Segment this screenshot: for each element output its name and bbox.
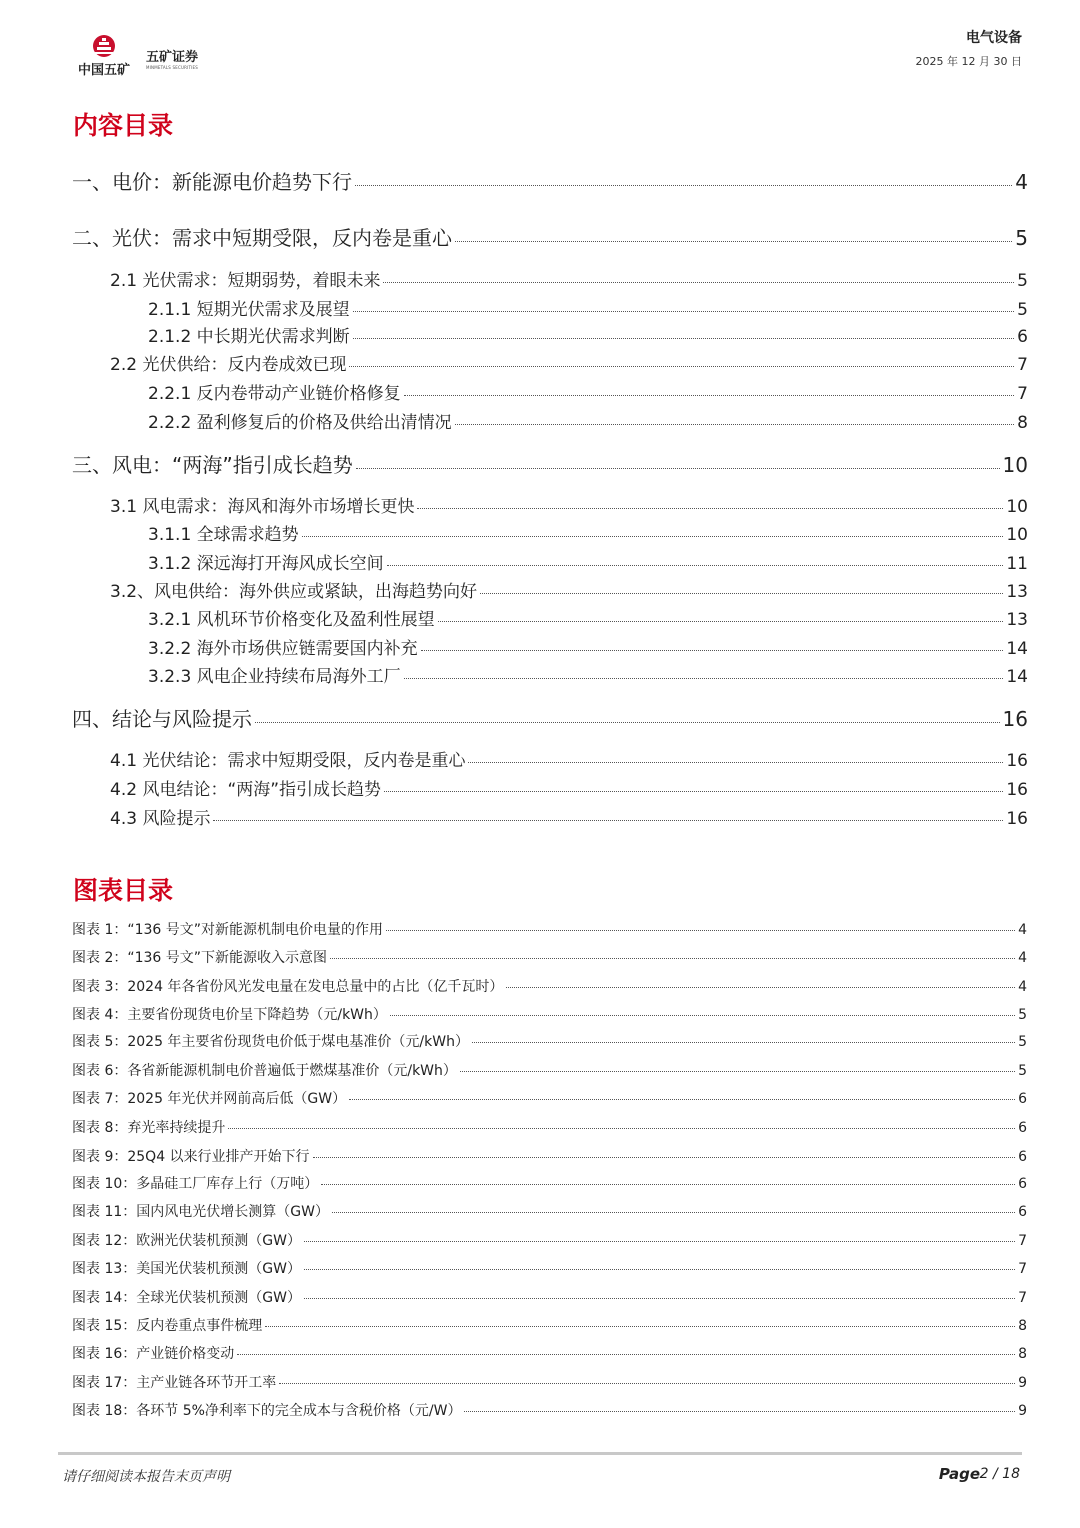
toc-leader-dots [468, 762, 1003, 763]
figure-entry-label: 图表 14：全球光伏装机预测（GW） [72, 1290, 301, 1306]
toc-entry-page: 16 [1006, 780, 1028, 800]
toc-entry[interactable] [110, 577, 1028, 602]
figure-entry-page: 9 [1018, 1403, 1027, 1419]
figure-entry-page: 4 [1018, 922, 1027, 938]
figure-entry[interactable] [72, 1088, 1027, 1108]
figure-entry-label: 图表 1：“136 号文”对新能源机制电价电量的作用 [72, 922, 384, 938]
toc-entry-page: 7 [1017, 384, 1028, 404]
figure-entry[interactable] [72, 1287, 1027, 1307]
toc-leader-dots [384, 791, 1003, 792]
toc-leader-dots [255, 722, 1000, 723]
toc-entry-page: 10 [1006, 525, 1028, 545]
footer-page-number: 2 / 18 [979, 1466, 1020, 1482]
toc-leader-dots [404, 678, 1004, 679]
toc-leader-dots [356, 468, 1000, 469]
toc-entry-label: 2.1.2 中长期光伏需求判断 [148, 327, 350, 347]
toc-entry[interactable] [72, 222, 1028, 251]
figure-entry-label: 图表 9：25Q4 以来行业排产开始下行 [72, 1149, 310, 1165]
figure-entry-label: 图表 15：反内卷重点事件梳理 [72, 1318, 263, 1334]
figure-entry[interactable] [72, 1372, 1027, 1392]
figure-entry-label: 图表 11：国内风电光伏增长测算（GW） [72, 1204, 329, 1220]
toc-leader-dots [417, 508, 1003, 509]
figure-entry[interactable] [72, 919, 1027, 939]
figure-entry-label: 图表 4：主要省份现货电价呈下降趋势（元/kWh） [72, 1007, 387, 1023]
toc-entry-label: 2.2 光伏供给：反内卷成效已现 [110, 355, 347, 375]
figure-leader-dots [304, 1269, 1015, 1270]
toc-entry-label: 3.2.3 风电企业持续布局海外工厂 [148, 667, 401, 687]
figure-leader-dots [237, 1354, 1015, 1355]
toc-entry[interactable] [148, 634, 1028, 659]
footer-page-label: Page [938, 1465, 980, 1483]
toc-entry-page: 10 [1002, 453, 1028, 477]
figure-entry-page: 7 [1018, 1261, 1027, 1277]
toc-entry-label: 三、风电：“两海”指引成长趋势 [72, 453, 353, 477]
toc-entry[interactable] [148, 605, 1028, 630]
toc-entry-label: 3.2.2 海外市场供应链需要国内补充 [148, 639, 418, 659]
figure-entry-label: 图表 17：主产业链各环节开工率 [72, 1375, 277, 1391]
figure-entry-page: 5 [1018, 1007, 1027, 1023]
figure-entry-page: 5 [1018, 1063, 1027, 1079]
toc-leader-dots [355, 185, 1012, 186]
figure-entry-label: 图表 3：2024 年各省份风光发电量在发电总量中的占比（亿千瓦时） [72, 979, 504, 995]
figure-entry-page: 6 [1018, 1176, 1027, 1192]
toc-entry-page: 10 [1006, 497, 1028, 517]
report-date: 2025 年 12 月 30 日 [915, 55, 1022, 68]
page-header [0, 0, 1080, 90]
toc-leader-dots [383, 282, 1014, 283]
toc-entry-page: 7 [1017, 355, 1028, 375]
figure-entry[interactable] [72, 1117, 1027, 1137]
figure-entry-page: 6 [1018, 1149, 1027, 1165]
toc-entry-label: 4.3 风险提示 [110, 809, 211, 829]
figure-entry-label: 图表 8：弃光率持续提升 [72, 1120, 226, 1136]
figure-leader-dots [349, 1099, 1015, 1100]
figure-leader-dots [279, 1383, 1015, 1384]
toc-entry-page: 5 [1017, 271, 1028, 291]
toc-entry[interactable] [110, 350, 1028, 375]
toc-entry-label: 4.1 光伏结论：需求中短期受限，反内卷是重心 [110, 751, 466, 771]
toc-entry-label: 2.1 光伏需求：短期弱势，着眼未来 [110, 271, 381, 291]
contents-title: 内容目录 [73, 111, 174, 140]
figure-leader-dots [304, 1241, 1015, 1242]
toc-entry-label: 3.2.1 风机环节价格变化及盈利性展望 [148, 610, 435, 630]
toc-entry[interactable] [110, 746, 1028, 771]
figure-entry-page: 8 [1018, 1318, 1027, 1334]
figure-leader-dots [228, 1128, 1015, 1129]
figure-entry[interactable] [72, 1315, 1027, 1335]
toc-leader-dots [353, 311, 1015, 312]
figure-entry[interactable] [72, 947, 1027, 967]
figure-entry[interactable] [72, 1173, 1027, 1193]
figure-entry-page: 6 [1018, 1091, 1027, 1107]
figure-entry[interactable] [72, 1400, 1027, 1420]
figure-entry-label: 图表 10：多晶硅工厂库存上行（万吨） [72, 1176, 319, 1192]
figure-entry-label: 图表 18：各环节 5%净利率下的完全成本与含税价格（元/W） [72, 1403, 462, 1419]
figure-leader-dots [460, 1071, 1015, 1072]
toc-leader-dots [387, 565, 1004, 566]
figure-entry-label: 图表 12：欧洲光伏装机预测（GW） [72, 1233, 301, 1249]
figure-entry[interactable] [72, 976, 1027, 996]
china-minmetals-logo [68, 34, 140, 84]
figure-entry[interactable] [72, 1060, 1027, 1080]
minmetals-emblem-icon [89, 34, 119, 58]
toc-entry-page: 8 [1017, 413, 1028, 433]
toc-entry[interactable] [148, 662, 1028, 687]
toc-entry-page: 16 [1006, 751, 1028, 771]
toc-entry-page: 13 [1006, 610, 1028, 630]
toc-entry-label: 2.2.1 反内卷带动产业链价格修复 [148, 384, 401, 404]
figure-leader-dots [304, 1298, 1015, 1299]
toc-entry-page: 5 [1015, 226, 1028, 250]
toc-leader-dots [455, 424, 1015, 425]
toc-leader-dots [353, 338, 1015, 339]
toc-leader-dots [349, 366, 1014, 367]
toc-leader-dots [455, 241, 1012, 242]
toc-leader-dots [404, 395, 1015, 396]
figure-entry-page: 6 [1018, 1120, 1027, 1136]
toc-entry-label: 2.1.1 短期光伏需求及展望 [148, 300, 350, 320]
toc-entry-label: 2.2.2 盈利修复后的价格及供给出清情况 [148, 413, 452, 433]
figure-leader-dots [464, 1411, 1015, 1412]
logo-right-cn: 五矿证券 [146, 50, 199, 65]
industry-label: 电气设备 [966, 30, 1022, 46]
toc-entry[interactable] [148, 549, 1028, 574]
toc-leader-dots [213, 820, 1003, 821]
figure-leader-dots [506, 987, 1015, 988]
toc-entry-page: 4 [1015, 170, 1028, 194]
figures-title: 图表目录 [73, 876, 174, 905]
figure-entry[interactable] [72, 1031, 1027, 1051]
toc-leader-dots [302, 536, 1004, 537]
toc-entry[interactable] [72, 449, 1028, 478]
footer-divider [58, 1452, 1022, 1455]
toc-entry-page: 16 [1002, 707, 1028, 731]
logo-right-en: MINMETALS SECURITIES [146, 65, 198, 70]
toc-entry-label: 3.1.2 深远海打开海风成长空间 [148, 554, 384, 574]
toc-entry-page: 16 [1006, 809, 1028, 829]
toc-entry-label: 一、电价：新能源电价趋势下行 [72, 170, 352, 194]
toc-entry-page: 6 [1017, 327, 1028, 347]
footer-disclaimer: 请仔细阅读本报告末页声明 [62, 1469, 230, 1485]
figure-leader-dots [321, 1184, 1015, 1185]
figure-leader-dots [313, 1157, 1016, 1158]
toc-entry[interactable] [148, 520, 1028, 545]
figure-entry-page: 9 [1018, 1375, 1027, 1391]
toc-entry[interactable] [110, 775, 1028, 800]
toc-entry-page: 14 [1006, 667, 1028, 687]
figure-entry[interactable] [72, 1201, 1027, 1221]
figure-leader-dots [390, 1015, 1015, 1016]
toc-entry[interactable] [148, 322, 1028, 347]
toc-entry-label: 3.1.1 全球需求趋势 [148, 525, 299, 545]
toc-entry[interactable] [110, 804, 1028, 829]
figure-entry[interactable] [72, 1258, 1027, 1278]
toc-entry[interactable] [148, 408, 1028, 433]
toc-entry-page: 14 [1006, 639, 1028, 659]
toc-entry-label: 四、结论与风险提示 [72, 707, 252, 731]
toc-entry[interactable] [110, 266, 1028, 291]
toc-entry-page: 13 [1006, 582, 1028, 602]
toc-entry[interactable] [72, 703, 1028, 732]
figure-entry-label: 图表 13：美国光伏装机预测（GW） [72, 1261, 301, 1277]
figure-entry-label: 图表 2：“136 号文”下新能源收入示意图 [72, 950, 328, 966]
figure-entry-page: 4 [1018, 950, 1027, 966]
figure-entry-page: 5 [1018, 1034, 1027, 1050]
figure-entry-page: 7 [1018, 1233, 1027, 1249]
toc-leader-dots [480, 593, 1003, 594]
figure-entry[interactable] [72, 1004, 1027, 1024]
toc-entry-label: 二、光伏：需求中短期受限，反内卷是重心 [72, 226, 452, 250]
toc-entry[interactable] [148, 379, 1028, 404]
toc-leader-dots [438, 621, 1004, 622]
toc-entry-label: 3.2、风电供给：海外供应或紧缺，出海趋势向好 [110, 582, 478, 602]
toc-entry[interactable] [110, 492, 1028, 517]
figure-leader-dots [472, 1042, 1015, 1043]
figure-entry-page: 7 [1018, 1290, 1027, 1306]
figure-entry-page: 8 [1018, 1346, 1027, 1362]
figure-leader-dots [330, 958, 1015, 959]
figure-leader-dots [265, 1326, 1015, 1327]
toc-entry-page: 5 [1017, 300, 1028, 320]
minmetals-securities-logo [146, 46, 216, 70]
toc-entry-page: 11 [1006, 554, 1028, 574]
toc-leader-dots [421, 650, 1004, 651]
figure-entry[interactable] [72, 1343, 1027, 1363]
figure-entry[interactable] [72, 1146, 1027, 1166]
toc-entry[interactable] [72, 166, 1028, 195]
figure-leader-dots [332, 1212, 1015, 1213]
figure-entry-page: 4 [1018, 979, 1027, 995]
toc-entry[interactable] [148, 295, 1028, 320]
figure-entry-label: 图表 7：2025 年光伏并网前高后低（GW） [72, 1091, 347, 1107]
logo-left-text: 中国五矿 [77, 63, 130, 78]
toc-entry-label: 4.2 风电结论：“两海”指引成长趋势 [110, 780, 382, 800]
figure-entry-label: 图表 16：产业链价格变动 [72, 1346, 235, 1362]
figure-entry[interactable] [72, 1230, 1027, 1250]
figure-entry-label: 图表 5：2025 年主要省份现货电价低于煤电基准价（元/kWh） [72, 1034, 469, 1050]
figure-entry-page: 6 [1018, 1204, 1027, 1220]
figure-entry-label: 图表 6：各省新能源机制电价普遍低于燃煤基准价（元/kWh） [72, 1063, 457, 1079]
figure-leader-dots [386, 930, 1015, 931]
toc-entry-label: 3.1 风电需求：海风和海外市场增长更快 [110, 497, 415, 517]
